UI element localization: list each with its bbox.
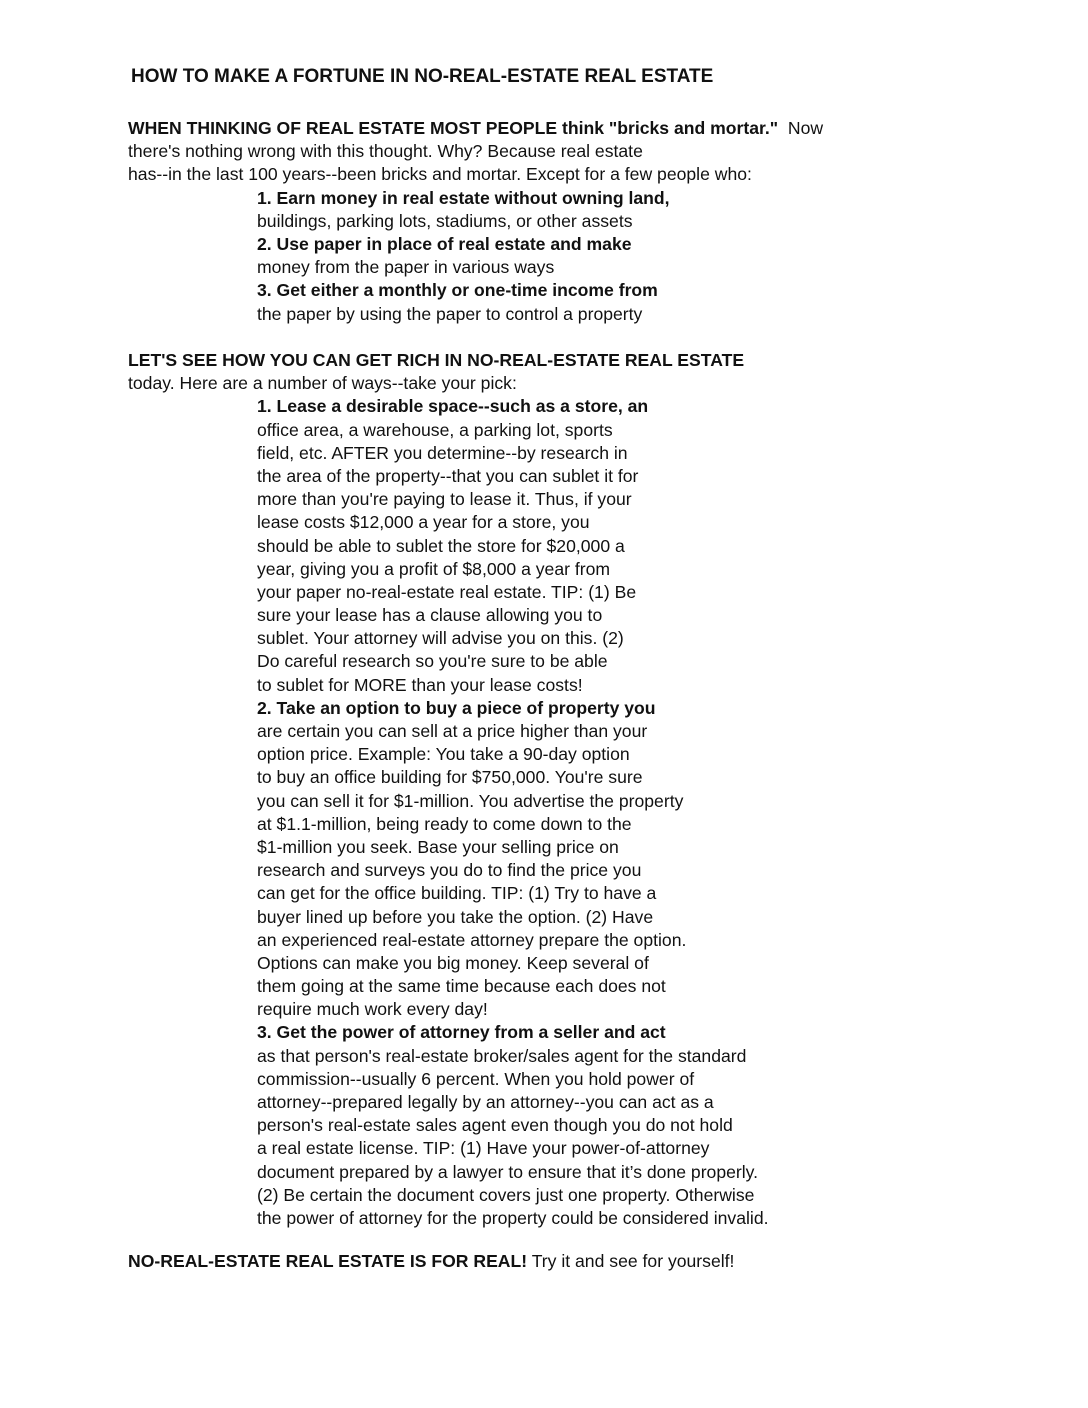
way-2-line: research and surveys you do to find the price you (257, 860, 642, 881)
way-3-line: person's real-estate sales agent even though you do not hold (257, 1115, 733, 1136)
way-2-line: them going at the same time because each does not (257, 976, 666, 997)
intro-lead-rest: Now (787, 118, 824, 138)
way-2-line: at $1.1-million, being ready to come down to the (257, 813, 632, 834)
intro-item-line: the paper by using the paper to control a property (257, 303, 643, 324)
intro-line: has--in the last 100 years--been bricks and mortar. Except for a few people who: (128, 164, 752, 185)
way-1-line: your paper no-real-estate real estate. TIP: (1) Be (257, 581, 637, 602)
way-1-line: lease costs $12,000 a year for a store, you (257, 512, 590, 533)
way-1-line: sure your lease has a clause allowing you to (257, 605, 603, 626)
way-2-line: require much work every day! (257, 999, 488, 1020)
way-3-line: document prepared by a lawyer to ensure that it’s done properly. (257, 1161, 759, 1182)
way-1-line: year, giving you a profit of $8,000 a year from (257, 558, 611, 579)
intro-item-heading: 2. Use paper in place of real estate and make (257, 233, 632, 254)
way-2-line: can get for the office building. TIP: (1) Try to have a (257, 883, 657, 904)
way-3-line: commission--usually 6 percent. When you hold power of (257, 1068, 695, 1089)
way-2-line: $1-million you seek. Base your selling price on (257, 836, 619, 857)
intro-lead-line (128, 117, 823, 140)
way-3-line: a real estate license. TIP: (1) Have your power-of-attorney (257, 1138, 710, 1159)
intro-item-heading: 1. Earn money in real estate without owning land, (257, 187, 670, 208)
ways-lead-line: today. Here are a number of ways--take your pick: (128, 373, 517, 394)
intro-item-line: money from the paper in various ways (257, 257, 555, 278)
closing-section (128, 1250, 734, 1273)
way-1-line: field, etc. AFTER you determine--by research in (257, 442, 628, 463)
intro-item-heading: 3. Get either a monthly or one-time income from (257, 280, 658, 301)
page-title: HOW TO MAKE A FORTUNE IN NO-REAL-ESTATE REAL ESTATE (131, 66, 714, 87)
way-2-line: Options can make you big money. Keep several of (257, 952, 649, 973)
way-2-line: an experienced real-estate attorney prepare the option. (257, 929, 687, 950)
closing-line (128, 1250, 734, 1273)
closing-rest: Try it and see for yourself! (531, 1251, 735, 1271)
way-1-line: should be able to sublet the store for $20,000 a (257, 535, 625, 556)
way-2-heading: 2. Take an option to buy a piece of property you (257, 697, 656, 718)
way-3-heading: 3. Get the power of attorney from a seller and act (257, 1022, 666, 1043)
way-1-line: the area of the property--that you can sublet it for (257, 465, 639, 486)
way-3-line: attorney--prepared legally by an attorney--you can act as a (257, 1092, 714, 1112)
way-3-line: (2) Be certain the document covers just one property. Otherwise (257, 1184, 755, 1205)
way-1-line: office area, a warehouse, a parking lot, sports (257, 419, 613, 440)
intro-lead-bold: WHEN THINKING OF REAL ESTATE MOST PEOPLE think "bricks and mortar." (128, 118, 779, 138)
intro-item-line: buildings, parking lots, stadiums, or other assets (257, 210, 633, 231)
way-3-line: as that person's real-estate broker/sales agent for the standard (257, 1045, 747, 1066)
way-2-line: to buy an office building for $750,000. You're sure (257, 767, 643, 788)
ways-lead-bold: LET'S SEE HOW YOU CAN GET RICH IN NO-REAL-ESTATE REAL ESTATE (128, 350, 745, 370)
closing-bold: NO-REAL-ESTATE REAL ESTATE IS FOR REAL! (128, 1251, 528, 1271)
way-1-line: to sublet for MORE than your lease costs! (257, 674, 583, 695)
way-1-line: Do careful research so you're sure to be able (257, 651, 608, 672)
intro-line: there's nothing wrong with this thought. Why? Because real estate (128, 141, 643, 162)
ways-section (128, 349, 769, 1230)
intro-section (128, 117, 823, 326)
way-2-line: you can sell it for $1-million. You advertise the property (257, 790, 684, 811)
way-1-line: sublet. Your attorney will advise you on this. (2) (257, 628, 624, 649)
way-2-line: option price. Example: You take a 90-day option (257, 744, 630, 765)
way-2-line: buyer lined up before you take the option. (2) Have (257, 906, 654, 927)
way-1-heading: 1. Lease a desirable space--such as a store, an (257, 396, 649, 417)
way-1-line: more than you're paying to lease it. Thus, if your (257, 489, 632, 510)
way-2-line: are certain you can sell at a price higher than your (257, 721, 648, 741)
way-3-line: the power of attorney for the property could be considered invalid. (257, 1207, 769, 1228)
